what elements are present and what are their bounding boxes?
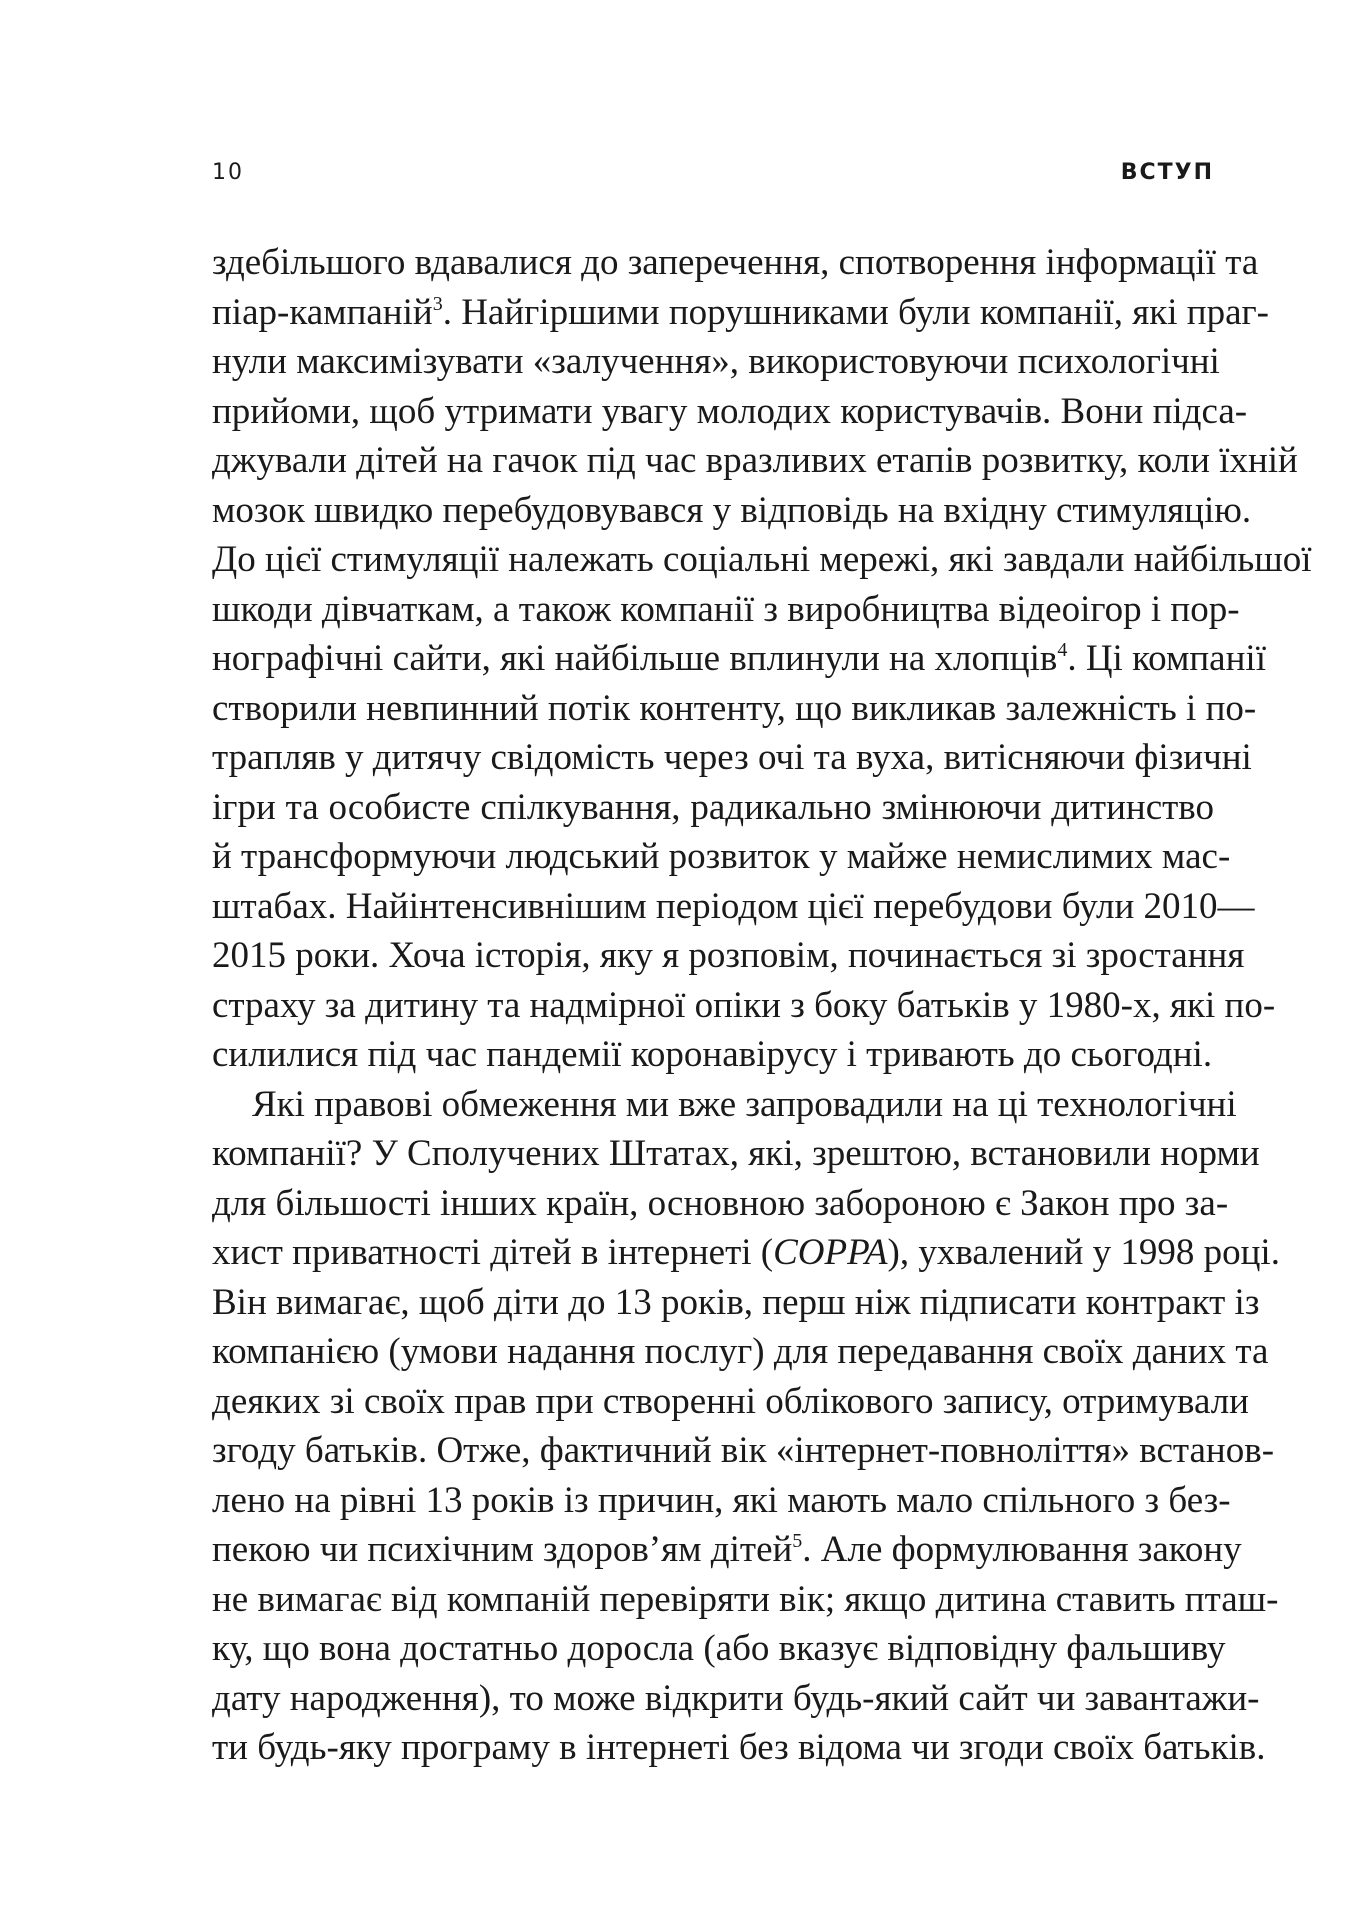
text-line [212, 337, 1220, 387]
text-line [212, 486, 1252, 536]
text-line [212, 387, 1248, 437]
text-run: дату народження), то може відкрити будь-який сайт чи завантажи- [212, 1677, 1260, 1719]
text-line [212, 1179, 1229, 1229]
text-run: . Але формулювання закону [802, 1529, 1242, 1570]
text-run: лено на рівні 13 років із причин, які мають мало спільного з без- [212, 1479, 1231, 1521]
text-run: компанії? У Сполучених Штатах, які, зрештою, встановили норми [212, 1133, 1260, 1174]
footnote-marker: 4 [1057, 639, 1068, 661]
text-run: й трансформуючи людський розвиток у майже немислимих мас- [212, 836, 1231, 877]
text-line [212, 1674, 1260, 1724]
text-run: здебільшого вдавалися до заперечення, спотворення інформації та [212, 242, 1259, 283]
text-run: ку, що вона достатньо доросла (або вказує відповідну фальшиву [212, 1628, 1226, 1669]
text-run: ти будь-яку програму в інтернеті без відома чи згоди своїх батьків. [212, 1727, 1266, 1768]
text-run: хист приватності дітей в інтернеті ( [212, 1232, 774, 1273]
text-run: шкоди дівчаткам, а також компанії з виробництва відеоігор і пор- [212, 588, 1240, 630]
text-line [212, 733, 1252, 783]
text-line [212, 1129, 1260, 1179]
text-line [212, 238, 1259, 288]
text-line [212, 1377, 1249, 1427]
text-line [212, 535, 1312, 585]
text-line [212, 1278, 1260, 1328]
text-line [212, 1426, 1275, 1476]
text-line [212, 1327, 1269, 1377]
text-line [212, 1525, 1242, 1575]
paragraph [212, 1080, 1280, 1773]
text-line [212, 882, 1255, 932]
text-line [212, 288, 1269, 338]
text-line [212, 1476, 1231, 1526]
text-line [212, 684, 1257, 734]
text-line [212, 1228, 1280, 1278]
italic-acronym: COPPA [773, 1232, 888, 1273]
text-run: Які правові обмеження ми вже запровадили на ці технологічні [252, 1083, 1237, 1125]
text-line [212, 783, 1214, 833]
text-line [212, 832, 1231, 882]
text-run: створили невпинний потік контенту, що викликав залежність і по- [212, 687, 1257, 729]
text-run: не вимагає від компаній перевіряти вік; якщо дитина ставить пташ- [212, 1578, 1279, 1620]
text-run: силилися під час пандемії коронавірусу і тривають до сьогодні. [212, 1034, 1213, 1075]
text-run: нули максимізувати «залучення», використовуючи психологічні [212, 341, 1220, 382]
text-run: пекою чи психічним здоров’ям дітей [212, 1529, 793, 1570]
text-run: згоду батьків. Отже, фактичний вік «інтернет-повноліття» встанов- [212, 1430, 1275, 1471]
chapter-title: ВСТУП [1120, 160, 1214, 185]
text-run: . Ці компанії [1067, 638, 1266, 679]
text-run: . Найгіршими порушниками були компанії, які праг- [442, 291, 1269, 333]
running-head [212, 160, 1214, 194]
text-line [212, 981, 1276, 1031]
text-run: нографічні сайти, які найбільше вплинули на хлопців [212, 638, 1058, 679]
text-run: трапляв у дитячу свідомість через очі та вуха, витісняючи фізичні [212, 737, 1252, 778]
text-line [212, 1624, 1226, 1674]
text-line [212, 1080, 1237, 1130]
paragraph [212, 238, 1312, 1080]
text-run: компанією (умови надання послуг) для передавання своїх даних та [212, 1331, 1269, 1372]
text-line [212, 634, 1266, 684]
text-run: ), ухвалений у 1998 році. [887, 1232, 1280, 1273]
text-line [212, 585, 1240, 635]
text-line [212, 1575, 1279, 1625]
text-line [212, 931, 1245, 981]
footnote-marker: 5 [792, 1530, 803, 1552]
text-line [212, 436, 1298, 486]
text-run: До цієї стимуляції належать соціальні мережі, які завдали найбільшої [212, 539, 1312, 580]
text-line [212, 1723, 1266, 1773]
body-text [212, 238, 1312, 1773]
text-run: 2015 роки. Хоча історія, яку я розповім, починається зі зростання [212, 935, 1245, 976]
text-run: страху за дитину та надмірної опіки з боку батьків у 1980-х, які по- [212, 984, 1276, 1026]
footnote-marker: 3 [432, 292, 443, 315]
text-run: прийоми, щоб утримати увагу молодих користувачів. Вони підса- [212, 390, 1248, 432]
text-run: джували дітей на гачок під час вразливих етапів розвитку, коли їхній [212, 440, 1298, 481]
text-run: ігри та особисте спілкування, радикально змінюючи дитинство [212, 786, 1214, 828]
text-run: штабах. Найінтенсивнішим періодом цієї перебудови були 2010— [212, 885, 1255, 927]
text-run: деяких зі своїх прав при створенні облікового запису, отримували [212, 1380, 1249, 1422]
page-number: 10 [212, 160, 244, 185]
text-run: для більшості інших країн, основною забороною є Закон про за- [212, 1182, 1229, 1224]
text-run: мозок швидко перебудовувався у відповідь на вхідну стимуляцію. [212, 489, 1252, 531]
text-run: піар-кампаній [212, 291, 433, 333]
text-line [212, 1030, 1214, 1080]
text-run: Він вимагає, щоб діти до 13 років, перш ніж підписати контракт із [212, 1281, 1260, 1323]
